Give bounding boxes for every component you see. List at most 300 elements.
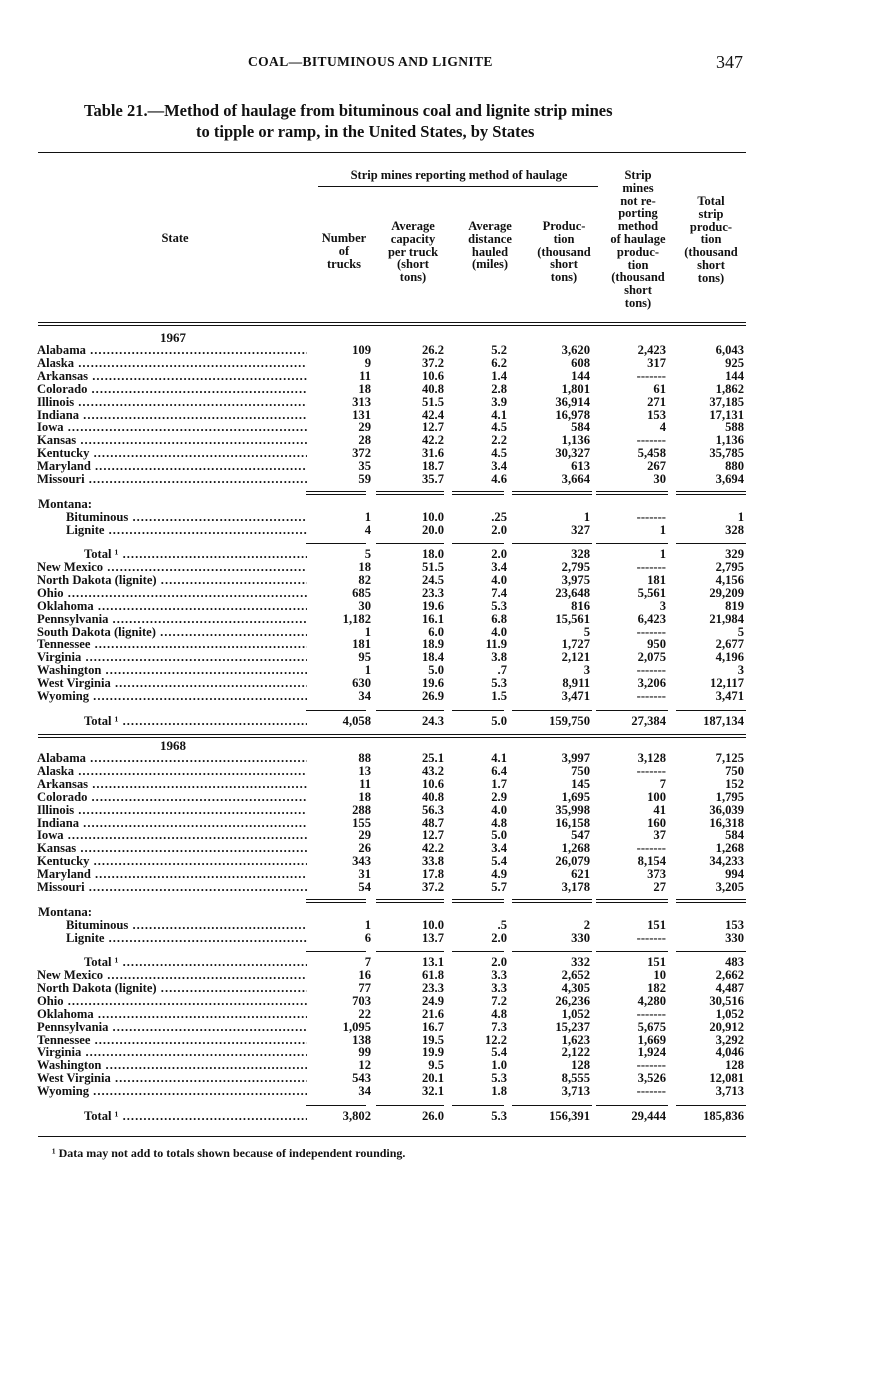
- trucks-cell: 288: [352, 802, 371, 817]
- table-row: [0, 396, 875, 409]
- total-cell: 1,268: [715, 841, 744, 856]
- state-cell: West Virginia .....: [37, 677, 307, 690]
- total-cell: 880: [725, 459, 744, 474]
- trucks-cell: 9: [364, 355, 371, 370]
- not-reporting-cell: 3,128: [637, 751, 666, 765]
- trucks-cell: 1: [364, 510, 371, 524]
- production-cell: 3: [583, 663, 590, 678]
- trucks-cell: 138: [352, 1032, 371, 1047]
- footnote: ¹ Data may not add to totals shown because of independent rounding.: [52, 1146, 406, 1160]
- distance-cell: 4.5: [491, 446, 507, 461]
- table-bottom-rule: [38, 1136, 746, 1137]
- capacity-cell: 19.5: [421, 1032, 444, 1047]
- production-cell: 2: [583, 918, 590, 932]
- total-cell: 329: [725, 547, 744, 561]
- state-cell: Kansas .....: [37, 842, 307, 855]
- header-line: method: [617, 219, 659, 234]
- state-cell: Kansas .....: [37, 434, 307, 447]
- state-cell: New Mexico .....: [37, 561, 307, 574]
- production-cell: 608: [571, 355, 590, 370]
- not-reporting-cell: 5,675: [637, 1019, 666, 1034]
- table-row: [0, 370, 875, 383]
- subtotal-rule: [512, 543, 592, 544]
- section-divider: [38, 737, 746, 738]
- total-row: [0, 715, 875, 728]
- capacity-cell: 18.0: [421, 547, 444, 561]
- production-cell: 2,652: [561, 968, 590, 982]
- header-state: State: [161, 231, 189, 245]
- production-cell: 332: [571, 955, 590, 969]
- total-cell: 483: [725, 955, 744, 969]
- production-cell: 30,327: [555, 446, 590, 461]
- total-cell: 750: [725, 763, 744, 778]
- capacity-cell: 43.2: [421, 763, 444, 778]
- header-line: of haulage: [610, 231, 666, 246]
- trucks-cell: 1: [364, 663, 371, 678]
- trucks-cell: 34: [358, 1084, 371, 1099]
- capacity-cell: 24.3: [421, 714, 444, 728]
- trucks-cell: 82: [358, 572, 371, 587]
- state-cell: Washington .....: [37, 664, 307, 677]
- distance-cell: 7.3: [491, 1019, 507, 1034]
- distance-cell: 1.7: [491, 776, 507, 791]
- capacity-cell: 42.4: [421, 407, 444, 422]
- production-cell: 26,236: [555, 993, 590, 1008]
- header-line: capacity: [390, 231, 436, 246]
- running-title: COAL—BITUMINOUS AND LIGNITE: [248, 54, 493, 69]
- production-cell: 547: [571, 828, 590, 843]
- table-row: [0, 778, 875, 791]
- total-cell: 4,156: [715, 572, 744, 587]
- trucks-cell: 5: [364, 547, 371, 561]
- header-line: mines: [622, 180, 654, 195]
- production-cell: 3,975: [561, 572, 590, 587]
- capacity-cell: 24.5: [421, 572, 444, 587]
- page-header: [0, 52, 875, 74]
- production-cell: 4,305: [561, 980, 590, 995]
- total-rule: [452, 710, 504, 711]
- total-cell: 330: [725, 930, 744, 945]
- total-cell: 819: [725, 598, 744, 613]
- not-reporting-cell: -------: [636, 1006, 666, 1021]
- capacity-cell: 48.7: [421, 815, 444, 830]
- total-cell: 925: [725, 355, 744, 370]
- table-row: [0, 804, 875, 817]
- trucks-cell: 4: [364, 522, 371, 537]
- table-top-rule: [38, 152, 746, 153]
- total-rule: [306, 710, 366, 711]
- subtotal-rule: [306, 543, 366, 544]
- capacity-cell: 23.3: [421, 585, 444, 600]
- header-line: (thousand: [537, 244, 591, 259]
- capacity-cell: 19.6: [421, 598, 444, 613]
- header-line: tion: [700, 232, 722, 247]
- total-rule: [376, 710, 444, 711]
- state-cell: Alaska .....: [37, 765, 307, 778]
- not-reporting-cell: -------: [636, 689, 666, 703]
- state-cell: Indiana .....: [37, 817, 307, 830]
- state-cell: Illinois .....: [37, 396, 307, 409]
- trucks-cell: 6: [364, 930, 371, 945]
- section-rule: [452, 494, 504, 495]
- capacity-cell: 13.7: [421, 930, 444, 945]
- header-line: trucks: [326, 256, 362, 271]
- table-row: [0, 690, 875, 703]
- capacity-cell: 10.6: [421, 368, 444, 383]
- header-line: (short: [397, 257, 429, 272]
- total-row: [0, 1110, 875, 1123]
- state-cell: Lignite .....: [66, 932, 307, 945]
- capacity-cell: 10.0: [421, 918, 444, 932]
- year-heading: 1968: [160, 738, 186, 753]
- subtotal-rule: [452, 951, 504, 952]
- not-reporting-cell: -------: [636, 433, 666, 448]
- not-reporting-cell: 5,458: [637, 446, 666, 461]
- trucks-cell: 29: [358, 828, 371, 843]
- total-cell: 1,795: [715, 789, 744, 804]
- not-reporting-cell: 153: [647, 407, 666, 422]
- state-cell: Maryland .....: [37, 460, 307, 473]
- total-cell: 1,052: [715, 1006, 744, 1021]
- capacity-cell: 51.5: [421, 560, 444, 574]
- section-rule: [376, 902, 444, 903]
- section-rule: [512, 494, 592, 495]
- trucks-cell: 59: [358, 472, 371, 486]
- distance-cell: 5.4: [491, 854, 507, 869]
- distance-cell: 3.3: [491, 968, 507, 982]
- section-rule: [512, 491, 592, 492]
- header-line: distance: [468, 231, 512, 246]
- section-rule: [376, 899, 444, 900]
- distance-cell: 5.3: [491, 598, 507, 613]
- distance-cell: 4.5: [491, 420, 507, 435]
- capacity-cell: 37.2: [421, 880, 444, 894]
- group-header-rule: [318, 186, 598, 187]
- trucks-cell: 77: [358, 980, 371, 995]
- state-cell: Ohio .....: [37, 995, 307, 1008]
- state-cell: Alabama .....: [37, 344, 307, 357]
- distance-cell: 12.2: [484, 1032, 507, 1047]
- subtotal-rule: [512, 951, 592, 952]
- trucks-cell: 22: [358, 1006, 371, 1021]
- state-cell: South Dakota (lignite) .....: [37, 626, 307, 639]
- state-cell: Pennsylvania .....: [37, 613, 307, 626]
- total-cell: 7,125: [715, 751, 744, 765]
- not-reporting-cell: 950: [647, 637, 666, 652]
- table-row: [0, 574, 875, 587]
- not-reporting-cell: 271: [647, 394, 666, 409]
- state-cell: Colorado .....: [37, 791, 307, 804]
- distance-cell: 2.0: [491, 930, 507, 945]
- not-reporting-cell: 151: [647, 955, 666, 969]
- section-rule: [306, 491, 366, 492]
- montana-heading: Montana:: [38, 497, 93, 511]
- production-cell: 3,713: [561, 1084, 590, 1099]
- state-cell: Missouri .....: [37, 881, 307, 894]
- distance-cell: 1.4: [491, 368, 507, 383]
- distance-cell: 3.8: [491, 650, 507, 665]
- header-line: not re-: [620, 193, 656, 208]
- capacity-cell: 32.1: [421, 1084, 444, 1099]
- not-reporting-cell: 160: [647, 815, 666, 830]
- subtotal-rule: [376, 543, 444, 544]
- trucks-cell: 131: [352, 407, 371, 422]
- header-line: Average: [391, 219, 435, 233]
- header-total: [674, 195, 748, 285]
- total-cell: 30,516: [709, 993, 744, 1008]
- state-cell: Missouri .....: [37, 473, 307, 486]
- not-reporting-cell: -------: [636, 368, 666, 383]
- table-row: [0, 383, 875, 396]
- not-reporting-cell: 27,384: [631, 714, 666, 728]
- header-bottom-rule: [38, 322, 746, 323]
- capacity-cell: 17.8: [421, 867, 444, 882]
- table-row: [0, 881, 875, 894]
- state-cell: Arkansas .....: [37, 370, 307, 383]
- section-rule: [676, 491, 746, 492]
- total-cell: 21,984: [709, 611, 744, 626]
- subtotal-rule: [596, 543, 668, 544]
- header-line: tons): [697, 270, 725, 285]
- not-reporting-cell: 27: [653, 880, 666, 894]
- capacity-cell: 19.6: [421, 676, 444, 691]
- capacity-cell: 24.9: [421, 993, 444, 1008]
- state-cell: Lignite .....: [66, 524, 307, 537]
- table-row: [0, 791, 875, 804]
- production-cell: 1,052: [561, 1006, 590, 1021]
- state-cell: Virginia .....: [37, 1046, 307, 1059]
- header-capacity: [376, 220, 450, 284]
- distance-cell: 4.1: [491, 751, 507, 765]
- total-cell: 1: [737, 510, 744, 524]
- distance-cell: 2.9: [491, 789, 507, 804]
- trucks-cell: 343: [352, 854, 371, 869]
- state-cell: Tennessee .....: [37, 638, 307, 651]
- header-line: porting: [618, 206, 658, 221]
- header-not-reporting: [598, 169, 678, 310]
- production-cell: 2,795: [561, 560, 590, 574]
- state-cell: Pennsylvania .....: [37, 1021, 307, 1034]
- capacity-cell: 6.0: [428, 624, 444, 639]
- total-cell: 37,185: [709, 394, 744, 409]
- total-rule: [676, 710, 746, 711]
- production-cell: 584: [571, 420, 590, 435]
- header-line: tons): [550, 270, 578, 285]
- subtotal-rule: [676, 951, 746, 952]
- not-reporting-cell: 1: [659, 547, 666, 561]
- section-rule: [512, 899, 592, 900]
- table-row: [0, 600, 875, 613]
- distance-cell: 7.4: [491, 585, 507, 600]
- not-reporting-cell: -------: [636, 763, 666, 778]
- state-cell: New Mexico .....: [37, 969, 307, 982]
- total-cell: 1,862: [715, 381, 744, 396]
- trucks-cell: 703: [352, 993, 371, 1008]
- state-cell: Oklahoma .....: [37, 1008, 307, 1021]
- not-reporting-cell: 373: [647, 867, 666, 882]
- table-row: [0, 357, 875, 370]
- capacity-cell: 40.8: [421, 789, 444, 804]
- trucks-cell: 29: [358, 420, 371, 435]
- production-cell: 159,750: [549, 714, 590, 728]
- header-trucks: [310, 232, 378, 270]
- distance-cell: 6.4: [491, 763, 507, 778]
- capacity-cell: 10.6: [421, 776, 444, 791]
- header-production: [528, 220, 600, 284]
- header-line: hauled: [471, 244, 509, 259]
- state-cell: Iowa .....: [37, 421, 307, 434]
- production-cell: 16,978: [555, 407, 590, 422]
- distance-cell: 3.3: [491, 980, 507, 995]
- total-cell: 3,471: [715, 689, 744, 703]
- subtotal-rule: [596, 951, 668, 952]
- capacity-cell: 26.0: [421, 1109, 444, 1123]
- trucks-cell: 18: [358, 381, 371, 396]
- distance-cell: 6.2: [491, 355, 507, 370]
- distance-cell: .7: [497, 663, 507, 678]
- section-rule: [676, 899, 746, 900]
- trucks-cell: 18: [358, 789, 371, 804]
- header-line: (miles): [471, 257, 509, 272]
- section-rule: [596, 491, 668, 492]
- table-row: [0, 1008, 875, 1021]
- trucks-cell: 685: [352, 585, 371, 600]
- production-cell: 1,136: [561, 433, 590, 448]
- not-reporting-cell: 61: [653, 381, 666, 396]
- trucks-cell: 155: [352, 815, 371, 830]
- capacity-cell: 23.3: [421, 980, 444, 995]
- state-cell: Wyoming .....: [37, 1085, 307, 1098]
- not-reporting-cell: -------: [636, 560, 666, 574]
- total-cell: 1,136: [715, 433, 744, 448]
- capacity-cell: 26.9: [421, 689, 444, 703]
- capacity-cell: 12.7: [421, 420, 444, 435]
- section-rule: [596, 902, 668, 903]
- capacity-cell: 18.7: [421, 459, 444, 474]
- state-cell: Kentucky .....: [37, 855, 307, 868]
- distance-cell: 2.0: [491, 547, 507, 561]
- capacity-cell: 51.5: [421, 394, 444, 409]
- header-line: per truck: [387, 244, 439, 259]
- production-cell: 26,079: [555, 854, 590, 869]
- production-cell: 156,391: [549, 1109, 590, 1123]
- total-rule: [306, 1105, 366, 1106]
- not-reporting-cell: 317: [647, 355, 666, 370]
- header-distance: [454, 220, 526, 271]
- table-row: [0, 1021, 875, 1034]
- trucks-cell: 372: [352, 446, 371, 461]
- trucks-cell: 16: [358, 968, 371, 982]
- state-cell: Wyoming .....: [37, 690, 307, 703]
- production-cell: 15,561: [555, 611, 590, 626]
- trucks-cell: 28: [358, 433, 371, 448]
- capacity-cell: 56.3: [421, 802, 444, 817]
- trucks-cell: 31: [358, 867, 371, 882]
- trucks-cell: 1,182: [342, 611, 371, 626]
- header-line: Strip: [624, 168, 652, 182]
- distance-cell: 5.2: [491, 343, 507, 357]
- distance-cell: 1.5: [491, 689, 507, 703]
- header-line: tons): [624, 295, 652, 310]
- table-row: [0, 473, 875, 486]
- distance-cell: 7.2: [491, 993, 507, 1008]
- production-cell: 3,664: [561, 472, 590, 486]
- distance-cell: 2.8: [491, 381, 507, 396]
- section-rule: [306, 902, 366, 903]
- header-line: tion: [627, 257, 649, 272]
- capacity-cell: 33.8: [421, 854, 444, 869]
- production-cell: 2,121: [561, 650, 590, 665]
- not-reporting-cell: 1: [659, 522, 666, 537]
- section-rule: [452, 491, 504, 492]
- capacity-cell: 9.5: [428, 1058, 444, 1073]
- distance-cell: 4.0: [491, 624, 507, 639]
- capacity-cell: 16.7: [421, 1019, 444, 1034]
- capacity-cell: 16.1: [421, 611, 444, 626]
- trucks-cell: 12: [358, 1058, 371, 1073]
- state-cell: Total ¹ .....: [84, 1110, 307, 1123]
- trucks-cell: 1: [364, 918, 371, 932]
- section-rule: [376, 494, 444, 495]
- total-cell: 328: [725, 522, 744, 537]
- total-rule: [596, 1105, 668, 1106]
- capacity-cell: 35.7: [421, 472, 444, 486]
- total-cell: 994: [725, 867, 744, 882]
- capacity-cell: 31.6: [421, 446, 444, 461]
- montana-heading: Montana:: [38, 905, 93, 919]
- state-cell: Alabama .....: [37, 752, 307, 765]
- total-cell: 588: [725, 420, 744, 435]
- distance-cell: 3.4: [491, 560, 507, 574]
- not-reporting-cell: -------: [636, 624, 666, 639]
- state-cell: Oklahoma .....: [37, 600, 307, 613]
- distance-cell: .5: [497, 918, 507, 932]
- production-cell: 3,178: [561, 880, 590, 894]
- state-cell: Colorado .....: [37, 383, 307, 396]
- state-cell: Illinois .....: [37, 804, 307, 817]
- total-cell: 185,836: [703, 1109, 744, 1123]
- not-reporting-cell: 8,154: [637, 854, 666, 869]
- header-bottom-rule-2: [38, 325, 746, 326]
- distance-cell: 3.4: [491, 459, 507, 474]
- state-cell: North Dakota (lignite) .....: [37, 574, 307, 587]
- table-title-line1: Table 21.—Method of haulage from bituminous coal and lignite strip mines: [84, 101, 613, 120]
- total-rule: [376, 1105, 444, 1106]
- table-row: [0, 1085, 875, 1098]
- distance-cell: 4.6: [491, 472, 507, 486]
- distance-cell: 5.3: [491, 676, 507, 691]
- production-cell: 328: [571, 547, 590, 561]
- distance-cell: 2.0: [491, 522, 507, 537]
- distance-cell: 4.8: [491, 815, 507, 830]
- header-line: produc-: [689, 219, 733, 234]
- production-cell: 8,555: [561, 1071, 590, 1086]
- capacity-cell: 37.2: [421, 355, 444, 370]
- total-cell: 12,081: [709, 1071, 744, 1086]
- header-line: short: [697, 257, 725, 272]
- trucks-cell: 1: [364, 624, 371, 639]
- not-reporting-cell: 1,669: [637, 1032, 666, 1047]
- section-divider: [38, 734, 746, 735]
- capacity-cell: 25.1: [421, 751, 444, 765]
- section-rule: [676, 902, 746, 903]
- trucks-cell: 3,802: [342, 1109, 371, 1123]
- distance-cell: 4.0: [491, 802, 507, 817]
- not-reporting-cell: 3: [659, 598, 666, 613]
- not-reporting-cell: 37: [653, 828, 666, 843]
- group-header: Strip mines reporting method of haulage: [350, 168, 568, 182]
- capacity-cell: 13.1: [421, 955, 444, 969]
